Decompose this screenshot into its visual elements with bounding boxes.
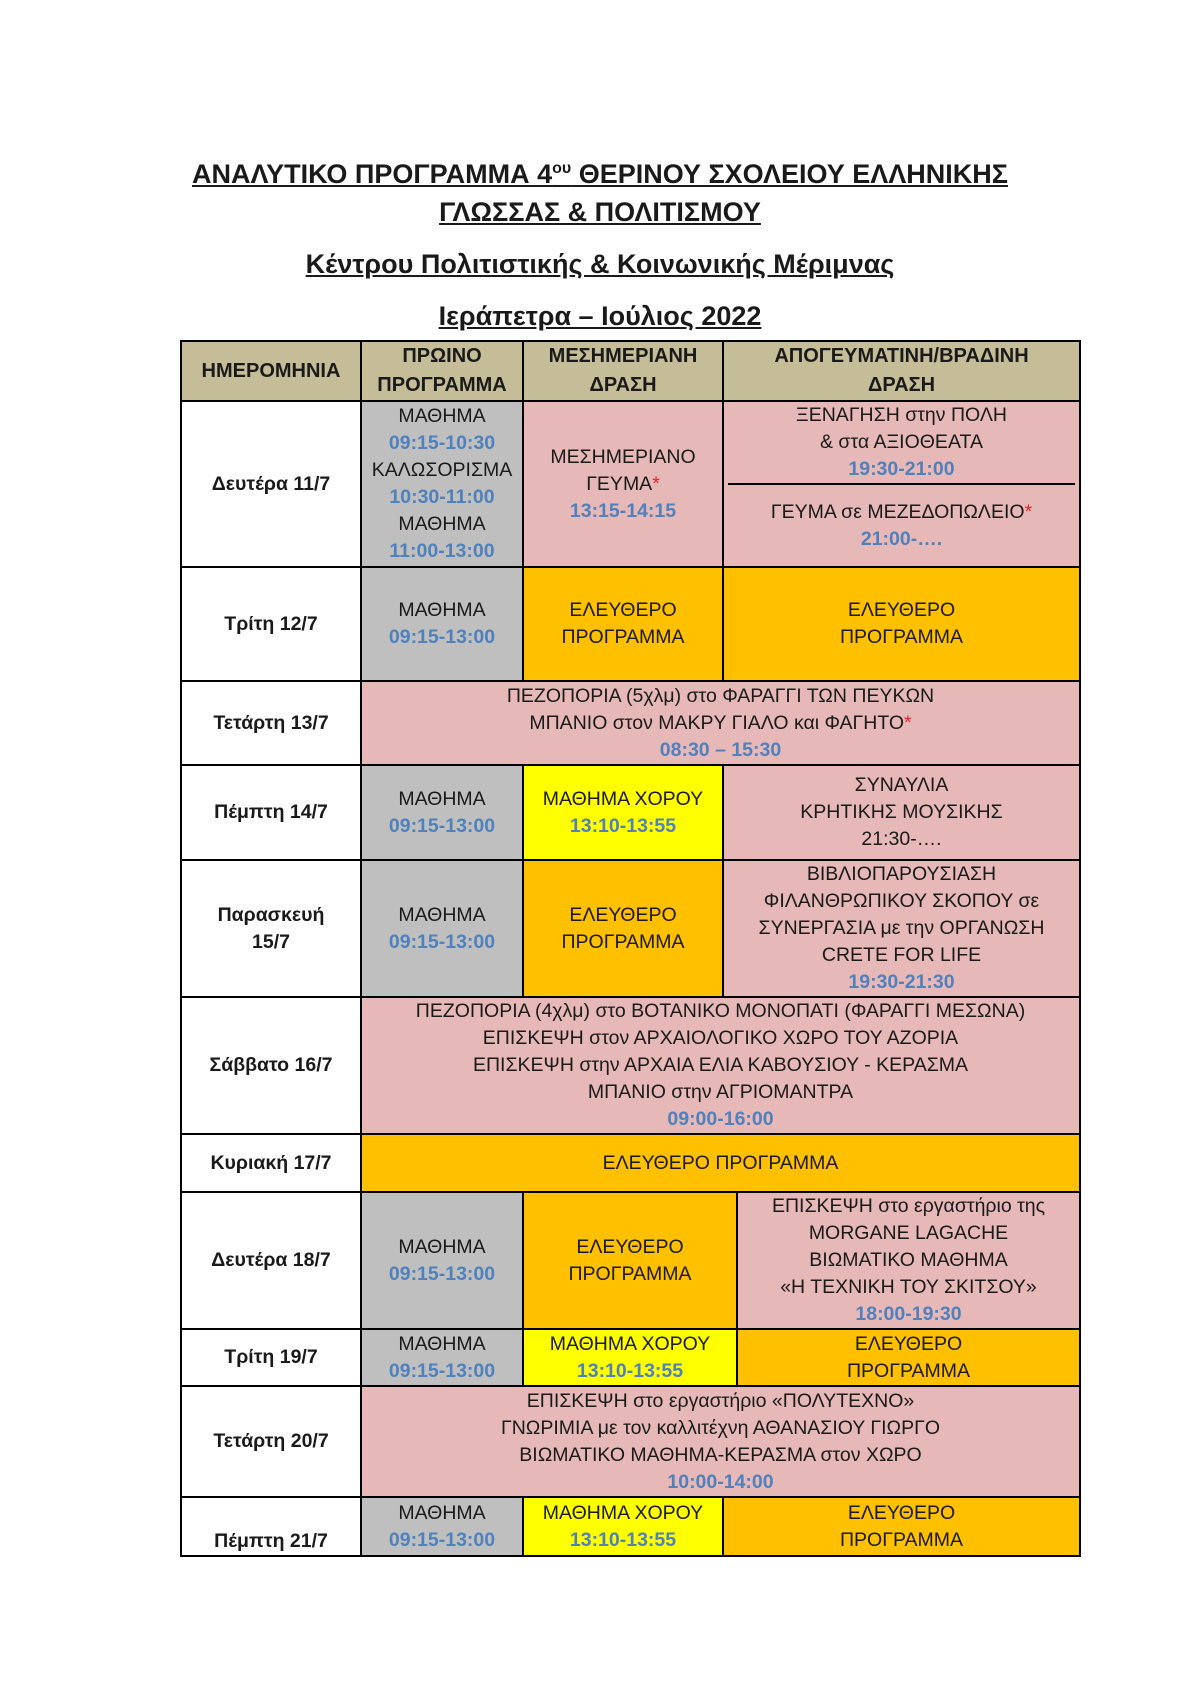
date-cell: Τρίτη 19/7	[181, 1329, 361, 1386]
table-row	[181, 997, 1080, 1134]
midday-cell: ΕΛΕΥΘΕΡΟ ΠΡΟΓΡΑΜΜΑ	[523, 567, 723, 681]
morning-cell: ΜΑΘΗΜΑ 09:15-13:00	[361, 567, 523, 681]
evening-subcell-dinner: ΓΕΥΜΑ σε ΜΕΖΕΔΟΠΩΛΕΙΟ* 21:00-….	[728, 483, 1075, 566]
table-row	[181, 1134, 1080, 1192]
evening-cell: ΕΛΕΥΘΕΡΟ ΠΡΟΓΡΑΜΜΑ	[723, 567, 1080, 681]
date-cell: Παρασκευή 15/7	[181, 860, 361, 997]
header-morning: ΠΡΩΙΝΟ ΠΡΟΓΡΑΜΜΑ	[361, 341, 523, 401]
title-line1-rest: ΘΕΡΙΝΟΥ ΣΧΟΛΕΙΟΥ ΕΛΛΗΝΙΚΗΣ	[571, 159, 1008, 189]
title-line1-part: ΑΝΑΛΥΤΙΚΟ ΠΡΟΓΡΑΜΜΑ 4	[192, 159, 553, 189]
full-day-cell: ΕΛΕΥΘΕΡΟ ΠΡΟΓΡΑΜΜΑ	[361, 1134, 1080, 1192]
header-date: ΗΜΕΡΟΜΗΝΙΑ	[181, 341, 361, 401]
evening-cell: ΣΥΝΑΥΛΙΑ ΚΡΗΤΙΚΗΣ ΜΟΥΣΙΚΗΣ 21:30-….	[723, 765, 1080, 860]
title-block	[0, 150, 1200, 335]
table-row	[181, 1192, 1080, 1329]
morning-cell: ΜΑΘΗΜΑ 09:15-13:00	[361, 1329, 523, 1386]
morning-cell: ΜΑΘΗΜΑ 09:15-13:00	[361, 765, 523, 860]
schedule-table	[180, 340, 1081, 1557]
midday-cell: ΜΑΘΗΜΑ ΧΟΡΟΥ 13:10-13:55	[523, 1329, 737, 1386]
date-cell: Σάββατο 16/7	[181, 997, 361, 1134]
midday-cell: ΕΛΕΥΘΕΡΟ ΠΡΟΓΡΑΜΜΑ	[523, 860, 723, 997]
table-row	[181, 681, 1080, 765]
header-row	[181, 341, 1080, 401]
morning-cell: ΜΑΘΗΜΑ 09:15-10:30 ΚΑΛΩΣΟΡΙΣΜΑ 10:30-11:00 ΜΑΘΗΜΑ 11:00-13:00	[361, 401, 523, 567]
evening-cell	[723, 401, 1080, 567]
midday-cell: ΜΕΣΗΜΕΡΙΑΝΟ ΓΕΥΜΑ* 13:15-14:15	[523, 401, 723, 567]
table-row	[181, 860, 1080, 997]
subtitle: Κέντρου Πολιτιστικής & Κοινωνικής Μέριμνας	[305, 249, 895, 279]
date-cell: Πέμπτη 21/7	[181, 1497, 361, 1556]
full-day-cell: ΠΕΖΟΠΟΡΙΑ (4χλμ) στο ΒΟΤΑΝΙΚΟ ΜΟΝΟΠΑΤΙ (ΦΑΡΑΓΓΙ ΜΕΣΩΝΑ) ΕΠΙΣΚΕΨΗ στον ΑΡΧΑΙΟΛΟΓΙΚΟ ΧΩΡΟ ΤΟΥ ΑΖΟΡΙΑ ΕΠΙΣΚΕΨΗ στην ΑΡΧΑΙΑ ΕΛΙΑ ΚΑΒΟΥΣΙΟΥ - ΚΕΡΑΣΜΑ ΜΠΑΝΙΟ στην ΑΓΡΙΟΜΑΝΤΡΑ 09:00-16:00	[361, 997, 1080, 1134]
date-cell: Δευτέρα 11/7	[181, 401, 361, 567]
place-date: Ιεράπετρα – Ιούλιος 2022	[438, 301, 762, 331]
evening-cell: ΕΛΕΥΘΕΡΟ ΠΡΟΓΡΑΜΜΑ	[723, 1497, 1080, 1556]
morning-cell: ΜΑΘΗΜΑ 09:15-13:00	[361, 860, 523, 997]
document-title	[0, 150, 1200, 193]
morning-cell: ΜΑΘΗΜΑ 09:15-13:00	[361, 1497, 523, 1556]
table-row	[181, 1497, 1080, 1556]
full-day-cell: ΕΠΙΣΚΕΨΗ στο εργαστήριο «ΠΟΛΥΤΕΧΝΟ» ΓΝΩΡΙΜΙΑ με τον καλλιτέχνη ΑΘΑΝΑΣΙΟΥ ΓΙΩΡΓΟ ΒΙΩΜΑΤΙΚΟ ΜΑΘΗΜΑ-ΚΕΡΑΣΜΑ στον ΧΩΡΟ 10:00-14:00	[361, 1386, 1080, 1497]
evening-cell: ΕΠΙΣΚΕΨΗ στο εργαστήριο της MORGANE LAGACHE ΒΙΩΜΑΤΙΚΟ ΜΑΘΗΜΑ «Η ΤΕΧΝΙΚΗ ΤΟΥ ΣΚΙΤΣΟΥ» 18:00-19:30	[737, 1192, 1080, 1329]
midday-cell: ΕΛΕΥΘΕΡΟ ΠΡΟΓΡΑΜΜΑ	[523, 1192, 737, 1329]
table-row	[181, 567, 1080, 681]
table-row	[181, 1329, 1080, 1386]
header-evening: ΑΠΟΓΕΥΜΑΤΙΝΗ/ΒΡΑΔΙΝΗ ΔΡΑΣΗ	[723, 341, 1080, 401]
full-day-cell: ΠΕΖΟΠΟΡΙΑ (5χλμ) στο ΦΑΡΑΓΓΙ ΤΩΝ ΠΕΥΚΩΝ ΜΠΑΝΙΟ στον ΜΑΚΡΥ ΓΙΑΛΟ και ΦΑΓΗΤΟ* 08:30 – 15:30	[361, 681, 1080, 765]
asterisk-mark: *	[1024, 500, 1033, 523]
date-cell: Τρίτη 12/7	[181, 567, 361, 681]
table-row	[181, 765, 1080, 860]
midday-cell: ΜΑΘΗΜΑ ΧΟΡΟΥ 13:10-13:55	[523, 765, 723, 860]
evening-cell: ΕΛΕΥΘΕΡΟ ΠΡΟΓΡΑΜΜΑ	[737, 1329, 1080, 1386]
date-cell: Δευτέρα 18/7	[181, 1192, 361, 1329]
table-row	[181, 401, 1080, 567]
date-cell: Κυριακή 17/7	[181, 1134, 361, 1192]
date-cell: Τετάρτη 13/7	[181, 681, 361, 765]
title-superscript: ου	[552, 160, 572, 177]
asterisk-mark: *	[652, 472, 660, 495]
date-cell: Πέμπτη 14/7	[181, 765, 361, 860]
evening-subcell-tour: ΞΕΝΑΓΗΣΗ στην ΠΟΛΗ & στα ΑΞΙΟΘΕΑΤΑ 19:30-21:00	[796, 404, 1007, 480]
morning-cell: ΜΑΘΗΜΑ 09:15-13:00	[361, 1192, 523, 1329]
table-row	[181, 1386, 1080, 1497]
title-line2: ΓΛΩΣΣΑΣ & ΠΟΛΙΤΙΣΜΟΥ	[439, 197, 761, 227]
header-midday: ΜΕΣΗΜΕΡΙΑΝΗ ΔΡΑΣΗ	[523, 341, 723, 401]
asterisk-mark: *	[904, 711, 912, 734]
midday-cell: ΜΑΘΗΜΑ ΧΟΡΟΥ 13:10-13:55	[523, 1497, 723, 1556]
date-cell: Τετάρτη 20/7	[181, 1386, 361, 1497]
evening-cell: ΒΙΒΛΙΟΠΑΡΟΥΣΙΑΣΗ ΦΙΛΑΝΘΡΩΠΙΚΟΥ ΣΚΟΠΟΥ σε ΣΥΝΕΡΓΑΣΙΑ με την ΟΡΓΑΝΩΣΗ CRETE FOR LIFE 19:30-21:30	[723, 860, 1080, 997]
